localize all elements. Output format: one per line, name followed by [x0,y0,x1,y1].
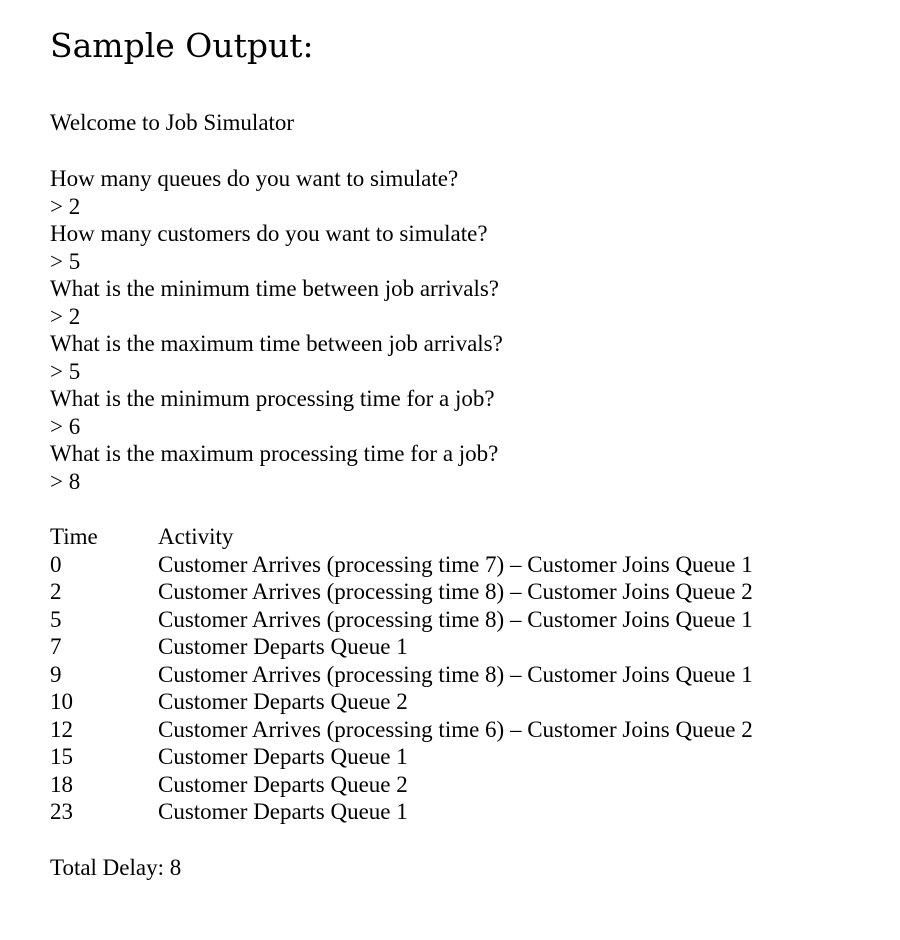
simulation-table [50,523,753,826]
prompt-answer: > 5 [50,358,81,384]
table-row [50,716,753,744]
prompt-question: What is the maximum processing time for a job? [50,441,499,466]
activity-cell: Customer Departs Queue 1 [158,744,408,769]
table-row [50,688,753,716]
time-cell: 10 [50,689,73,714]
table-row [50,743,753,771]
prompt-dialog [50,165,503,495]
prompt-question: What is the minimum processing time for a job? [50,386,495,411]
prompt-answer: > 2 [50,303,81,329]
table-row [50,606,753,634]
time-cell: 12 [50,716,73,742]
activity-cell: Customer Arrives (processing time 8) – Customer Joins Queue 1 [158,606,753,632]
prompt-question: How many customers do you want to simulate? [50,221,488,246]
prompt-question: How many queues do you want to simulate? [50,166,459,191]
table-row [50,771,753,799]
activity-cell: Customer Departs Queue 2 [158,689,408,714]
activity-cell: Customer Arrives (processing time 7) – Customer Joins Queue 1 [158,551,753,577]
time-cell: 15 [50,744,73,769]
activity-column-header: Activity [158,524,234,549]
time-cell: 2 [50,579,62,604]
table-row [50,633,753,661]
time-cell: 7 [50,634,62,659]
table-row [50,798,753,826]
time-column-header: Time [50,524,98,549]
table-header [50,523,753,551]
table-row [50,661,753,689]
prompt-question: What is the minimum time between job arrivals? [50,276,500,301]
activity-cell: Customer Departs Queue 1 [158,634,408,659]
table-row [50,578,753,606]
activity-cell: Customer Arrives (processing time 8) – Customer Joins Queue 1 [158,661,753,687]
activity-cell: Customer Arrives (processing time 8) – Customer Joins Queue 2 [158,579,753,604]
activity-cell: Customer Departs Queue 1 [158,799,408,824]
activity-cell: Customer Arrives (processing time 6) – Customer Joins Queue 2 [158,716,753,742]
prompt-answer: > 2 [50,193,81,219]
activity-cell: Customer Departs Queue 2 [158,771,408,797]
prompt-answer: > 8 [50,468,81,494]
page-title: Sample Output: [50,26,314,65]
prompt-question: What is the maximum time between job arrivals? [50,331,503,356]
time-cell: 23 [50,799,73,824]
time-cell: 5 [50,606,62,632]
table-row [50,551,753,579]
document-page [50,0,870,940]
time-cell: 0 [50,551,62,577]
total-delay: Total Delay: 8 [50,855,182,880]
time-cell: 9 [50,661,62,687]
welcome-message: Welcome to Job Simulator [50,110,295,135]
prompt-answer: > 5 [50,248,81,274]
time-cell: 18 [50,771,73,797]
prompt-answer: > 6 [50,413,81,439]
